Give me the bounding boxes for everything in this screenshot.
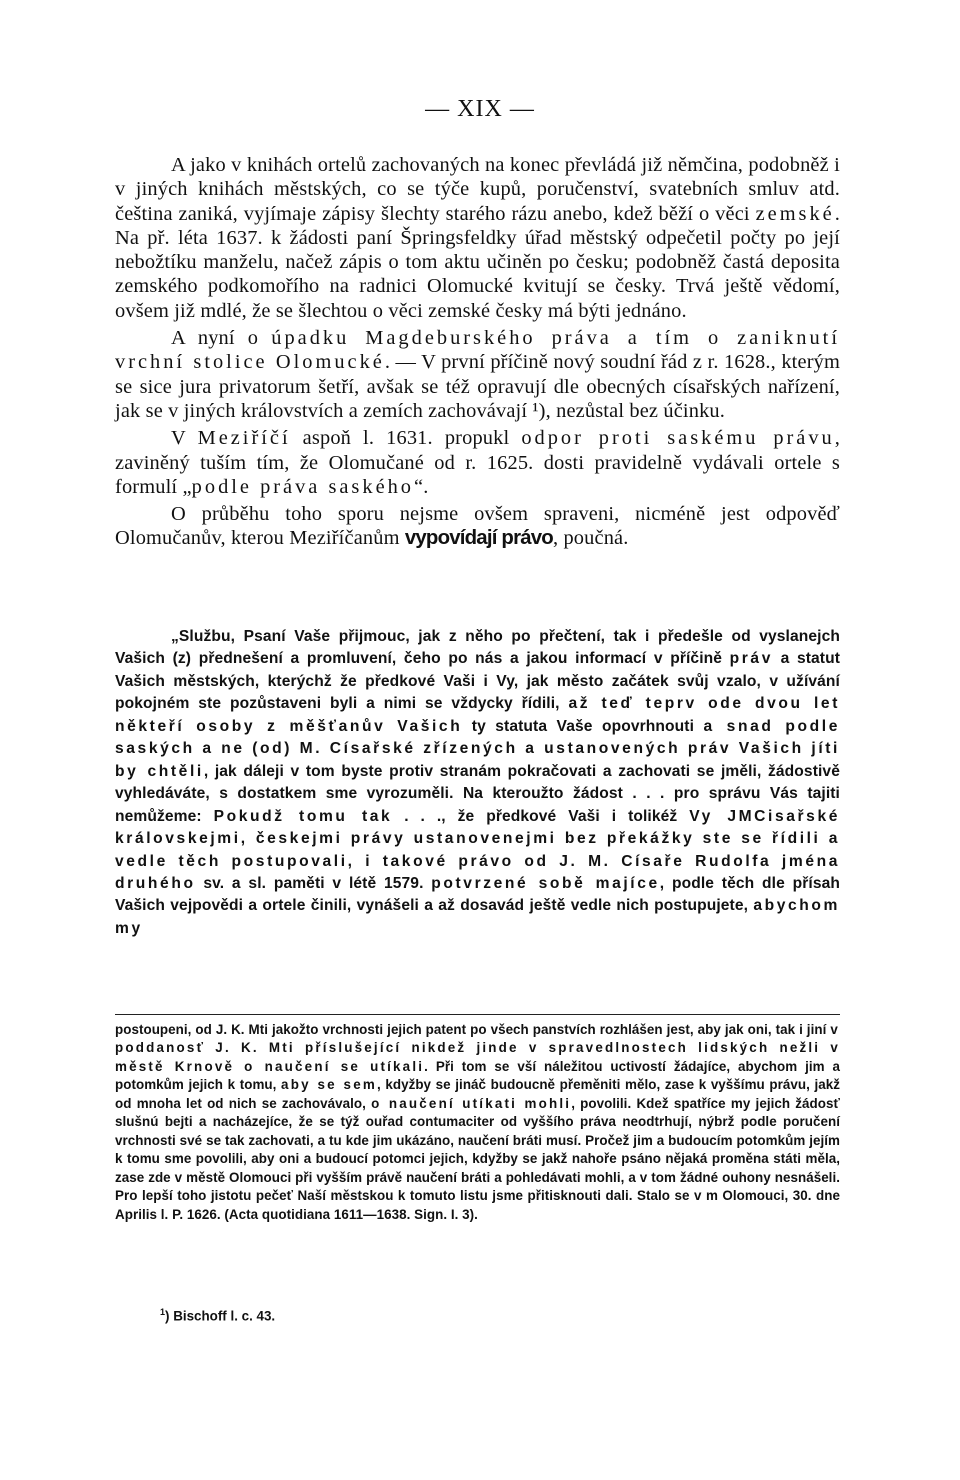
- spaced-emphasis: o naučení utíkati mohli: [371, 1095, 572, 1111]
- text-run: . . ., že předkové Vaši i tolikéž: [392, 807, 690, 825]
- footnote-divider: [115, 1014, 840, 1015]
- text-run: , jak dáleji v tom byste protiv stranám pokračovati a zachovati se jměli, žádostivě vyhledáváte, s dostatkem sme vyrozuměli. Na kteroužto žádost . . . pro správu Vás tajiti nemůžeme:: [115, 762, 840, 825]
- spaced-emphasis: úpadku Magdeburského práva a tím o zaniknutí vrchní stolice Olomucké: [115, 327, 840, 374]
- spaced-emphasis: práv: [729, 650, 773, 668]
- paragraph-4: [115, 502, 840, 551]
- notes-paragraph: [115, 1021, 840, 1224]
- text-run: O průběhu toho sporu nejsme ovšem spraveni, nicméně jest odpověď Olomučanův, kterou Meziříčanům: [115, 503, 840, 550]
- quote-continuation: [115, 1021, 840, 1224]
- quoted-letter: [115, 626, 840, 940]
- text-run: A nyní o: [171, 327, 272, 350]
- spaced-emphasis: až teď teprv ode dvou let někteří osoby z měšťanův Vašich: [115, 695, 841, 735]
- text-run: . Na př. léta 1637. k žádosti paní Špringsfeldky úřad městský odpečetil počty po její nebožtíku manželu, načež zápis o tom aktu učiněn po česku; podobněž častá deposita zemského podkomořího na radnici Olomucké kvitují se česky. Trvá ještě vědomí, ovšem již mdlé, že se šlechtou o věci zemské česky má býti jednáno.: [115, 202, 840, 322]
- text-run: postoupeni, od J. K. Mti jakožto vrchnosti jejich patent po všech panstvích rozhlášen jest, aby jak oni, tak i jiní: [115, 1022, 831, 1037]
- page-number: — XIX —: [425, 96, 535, 122]
- spaced-emphasis: potvrzené sobě majíce: [431, 874, 660, 892]
- spaced-emphasis: zemské: [755, 202, 835, 225]
- text-run: . — V první příčině nový soudní řád z r. 1628., kterým se sice jura privatorum šetří, avšak se též opravují dle obecných císařských nařízení, jak se v jiných královstvích a zemích zachovávají ¹), nezůstal bez účinku.: [115, 351, 840, 422]
- text-run: a statut Vašich městských, kterýchž že předkové Vaši i Vy, jak město začátek svůj vzalo, v užívání pokojném ste pozůstaveni byli a nimi se vždycky řídili,: [115, 650, 841, 713]
- bold-emphasis: vypovídají právo: [404, 527, 553, 550]
- text-run: , kdyžby se jináč budoucně přeměniti mělo, zase k vyššímu právu, jakž od mnoha let od nich se zachovávalo,: [115, 1077, 840, 1111]
- spaced-emphasis: aby se sem: [281, 1077, 377, 1093]
- text-run: sv. a sl. paměti v létě 1579.: [195, 874, 432, 892]
- text-run: . Při tom se vší náležitou uctivostí žádajíce, abychom jim a potomkům jejich k tomu,: [115, 1058, 840, 1093]
- text-run: V: [171, 427, 198, 450]
- text-run: „Službu, Psaní Vaše přijmouc, jak z něho po přečtení, tak i předešle od vyslanejch Vašich (z) přednešení a promluvení, čeho po nás a jakou informací v příčině: [115, 628, 840, 668]
- paragraph-2: [115, 326, 840, 423]
- spaced-emphasis: odpor proti saskému právu: [521, 427, 835, 450]
- text-run: “.: [414, 475, 429, 498]
- footnote-text: ) Bischoff l. c. 43.: [165, 1308, 276, 1324]
- spaced-emphasis: podle práva saského: [191, 475, 415, 498]
- paragraph-1: [115, 153, 840, 323]
- text-run: , podle těch dle přísah Vašich vejpovědi a ortele činili, vynášeli a až dosavád ještě vedle nich postupujete,: [115, 874, 840, 915]
- paragraph-3: [115, 426, 840, 499]
- spaced-emphasis: Pokudž tomu tak: [213, 807, 393, 825]
- spaced-emphasis: Vy JMCisařské královskejmi, českejmi právy ustanovenejmi bez překážky ste se řídili a vedle těch postupovali, i takové právo od J. M. Císaře Rudolfa jména druhého: [115, 807, 841, 892]
- footnote-marker: 1: [160, 1307, 166, 1317]
- text-run: , poučná.: [552, 527, 629, 550]
- spaced-emphasis: abychom my: [115, 897, 840, 937]
- main-text: [115, 153, 840, 551]
- text-run: , zaviněný tuším tím, že Olomučané od r. 1625. dosti pravidelně vydávali ortele s formulí „: [115, 427, 840, 498]
- text-run: , povolili. Kdež spatříce my jejich žádosť slušnú bejti a nacházejíce, že se týž ouřad contumaciter od vyššího práva neodtrhují, nýbrž podle poručení vrchnosti své se tak zachovati, a tu kde jim ukázáno, naučení bráti musí. Pročež jim a budoucím potomkům jejím k tomu sme povolili, aby oni a budoucí potomci jejich, kdyžby se jakž nahoře psáno nějaká proměna státi měla, zase zde v městě Olomouci při vyšším právě naučení bráti a pohledávati mohli, a v tom žádné ouhony nesnášeli. Pro lepší toho jistotu pečeť Naší městskou k tomuto listu jsme přitisknouti dali. Stalo se v m Olomouci, 30. dne Aprilis l. P. 1626. (Acta quotidiana 1611—1638. Sign. I. 3).: [115, 1095, 840, 1222]
- spaced-emphasis: a snad podle saských a ne (od) M. Císařské zřízených a ustanovených práv Vašich jíti by chtěli: [115, 717, 840, 780]
- text-run: aspoň l. 1631. propukl: [290, 427, 522, 450]
- footnote: [160, 1307, 275, 1323]
- spaced-emphasis: Meziříčí: [197, 427, 291, 450]
- text-run: ty statuta Vaše opovrhnouti: [462, 717, 704, 735]
- spaced-emphasis: v poddanosť J. K. Mti příslušející nikdež jinde v spravedlnostech lidských nežli v městě Krnově o naučení se utíkali: [115, 1022, 840, 1074]
- text-run: A jako v knihách ortelů zachovaných na konec převládá již němčina, podobněž i v jiných knihách městských, co se týče kupů, poručenství, svatebních smluv atd. čeština zaniká, vyjímaje zápisy šlechty starého rázu anebo, kdež běží o věci: [115, 154, 840, 225]
- quote-paragraph: [115, 626, 840, 940]
